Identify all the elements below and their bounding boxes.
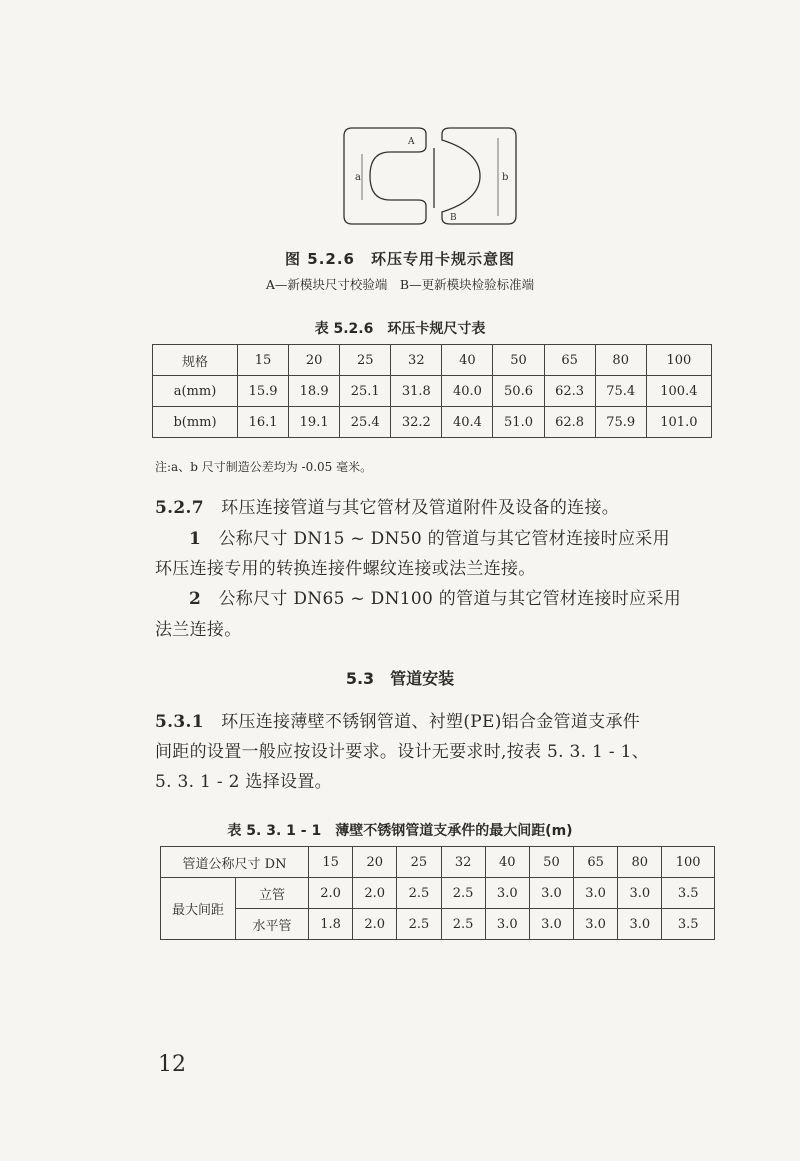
table-cell: 3.0: [529, 909, 573, 940]
item1-line1: [189, 531, 670, 548]
table-cell: 50.6: [493, 376, 544, 407]
section-531-line3: 5. 3. 1 - 2 选择设置。: [155, 772, 332, 792]
item2-line2: 法兰连接。: [155, 620, 242, 640]
table-cell: 32: [391, 345, 442, 376]
table-cell: 65: [544, 345, 595, 376]
page-number: 12: [158, 1052, 186, 1077]
table-cell: a(mm): [153, 376, 238, 407]
table-cell: 2.0: [353, 909, 397, 940]
table-cell: 32.2: [391, 407, 442, 438]
section-53-heading: 5.3 管道安装: [345, 669, 455, 688]
figure-legend: A—新模块尺寸校验端 B—更新模块检验标准端: [265, 277, 535, 292]
table-cell: 50: [493, 345, 544, 376]
table-cell: 75.4: [595, 376, 646, 407]
table2-title: 表 5. 3. 1 - 1 薄壁不锈钢管道支承件的最大间距(m): [227, 823, 573, 839]
table-cell: 25: [340, 345, 391, 376]
table-cell: 3.5: [662, 878, 715, 909]
table-cell: 100.4: [646, 376, 711, 407]
table-cell: 2.0: [309, 878, 353, 909]
table-cell: 100: [646, 345, 711, 376]
table-cell: 1.8: [309, 909, 353, 940]
item-number: 2: [189, 589, 202, 609]
table-cell: 80: [595, 345, 646, 376]
dim-label-b: b: [502, 172, 509, 183]
table-cell: 40: [485, 847, 529, 878]
table-cell: 3.0: [574, 909, 618, 940]
table-cell: 16.1: [238, 407, 289, 438]
item1-line2: 环压连接专用的转换连接件螺纹连接或法兰连接。: [155, 559, 536, 579]
table-cell: 3.0: [485, 878, 529, 909]
table-cell: 规格: [153, 345, 238, 376]
table-cell: 19.1: [289, 407, 340, 438]
table-cell: 2.0: [353, 878, 397, 909]
table-cell: 32: [441, 847, 485, 878]
section-531-line1: [155, 714, 640, 731]
table-cell: 18.9: [289, 376, 340, 407]
table-cell: 15: [238, 345, 289, 376]
table-row: [161, 878, 715, 909]
table-cell: 101.0: [646, 407, 711, 438]
section-527-heading: [155, 500, 619, 517]
caliper-diagram: [330, 120, 530, 230]
table-cell: 31.8: [391, 376, 442, 407]
table-cell: 65: [574, 847, 618, 878]
table-cell: 3.0: [618, 909, 662, 940]
table-cell: 25.1: [340, 376, 391, 407]
item-number: 1: [189, 529, 202, 549]
table-cell: 20: [289, 345, 340, 376]
table-cell: 40.0: [442, 376, 493, 407]
section-number: 5.3.1: [155, 712, 204, 732]
table-cell: 25: [397, 847, 441, 878]
table-cell: 50: [529, 847, 573, 878]
table-cell: 15.9: [238, 376, 289, 407]
table-cell: 2.5: [441, 878, 485, 909]
section-number: 5.2.7: [155, 498, 204, 518]
table-cell: 3.0: [485, 909, 529, 940]
table-cell: b(mm): [153, 407, 238, 438]
table-cell: 25.4: [340, 407, 391, 438]
table1-title: 表 5.2.6 环压卡规尺寸表: [314, 321, 486, 337]
table-row: [161, 909, 715, 940]
table-cell: 管道公称尺寸 DN: [161, 847, 309, 878]
table-cell: 立管: [236, 878, 309, 909]
section-531-line2: 间距的设置一般应按设计要求。设计无要求时,按表 5. 3. 1 - 1、: [155, 742, 650, 762]
table1-note: 注:a、b 尺寸制造公差均为 -0.05 毫米。: [155, 460, 373, 474]
table-cell: 15: [309, 847, 353, 878]
label-b-bottom: B: [450, 213, 457, 223]
table-row: [153, 376, 712, 407]
table-cell: 3.0: [529, 878, 573, 909]
table-cell: 2.5: [397, 909, 441, 940]
figure-title: 图 5.2.6 环压专用卡规示意图: [285, 250, 515, 268]
table-cell: 62.3: [544, 376, 595, 407]
table-cell: 3.5: [662, 909, 715, 940]
table-cell: 水平管: [236, 909, 309, 940]
table-cell: 2.5: [441, 909, 485, 940]
table-cell: 3.0: [574, 878, 618, 909]
item-text: 公称尺寸 DN65 ~ DN100 的管道与其它管材连接时应采用: [218, 589, 682, 609]
dim-label-a: a: [355, 172, 361, 183]
table-cell: 40: [442, 345, 493, 376]
section-text: 环压连接管道与其它管材及管道附件及设备的连接。: [221, 498, 620, 518]
table-cell: 100: [662, 847, 715, 878]
item-text: 公称尺寸 DN15 ~ DN50 的管道与其它管材连接时应采用: [218, 529, 670, 549]
label-a-top: A: [408, 137, 415, 147]
section-text: 环压连接薄壁不锈钢管道、衬塑(PE)铝合金管道支承件: [221, 712, 641, 732]
table1: [152, 344, 712, 438]
table-cell: 75.9: [595, 407, 646, 438]
table-cell: 2.5: [397, 878, 441, 909]
table-row: [161, 847, 715, 878]
table-row: [153, 407, 712, 438]
table-cell: 40.4: [442, 407, 493, 438]
table-cell: 51.0: [493, 407, 544, 438]
item2-line1: [189, 591, 681, 608]
table-cell: 62.8: [544, 407, 595, 438]
table2: [160, 846, 715, 940]
table-cell: 最大间距: [161, 878, 236, 940]
table-cell: 80: [618, 847, 662, 878]
table-cell: 3.0: [618, 878, 662, 909]
table-row: [153, 345, 712, 376]
table-cell: 20: [353, 847, 397, 878]
